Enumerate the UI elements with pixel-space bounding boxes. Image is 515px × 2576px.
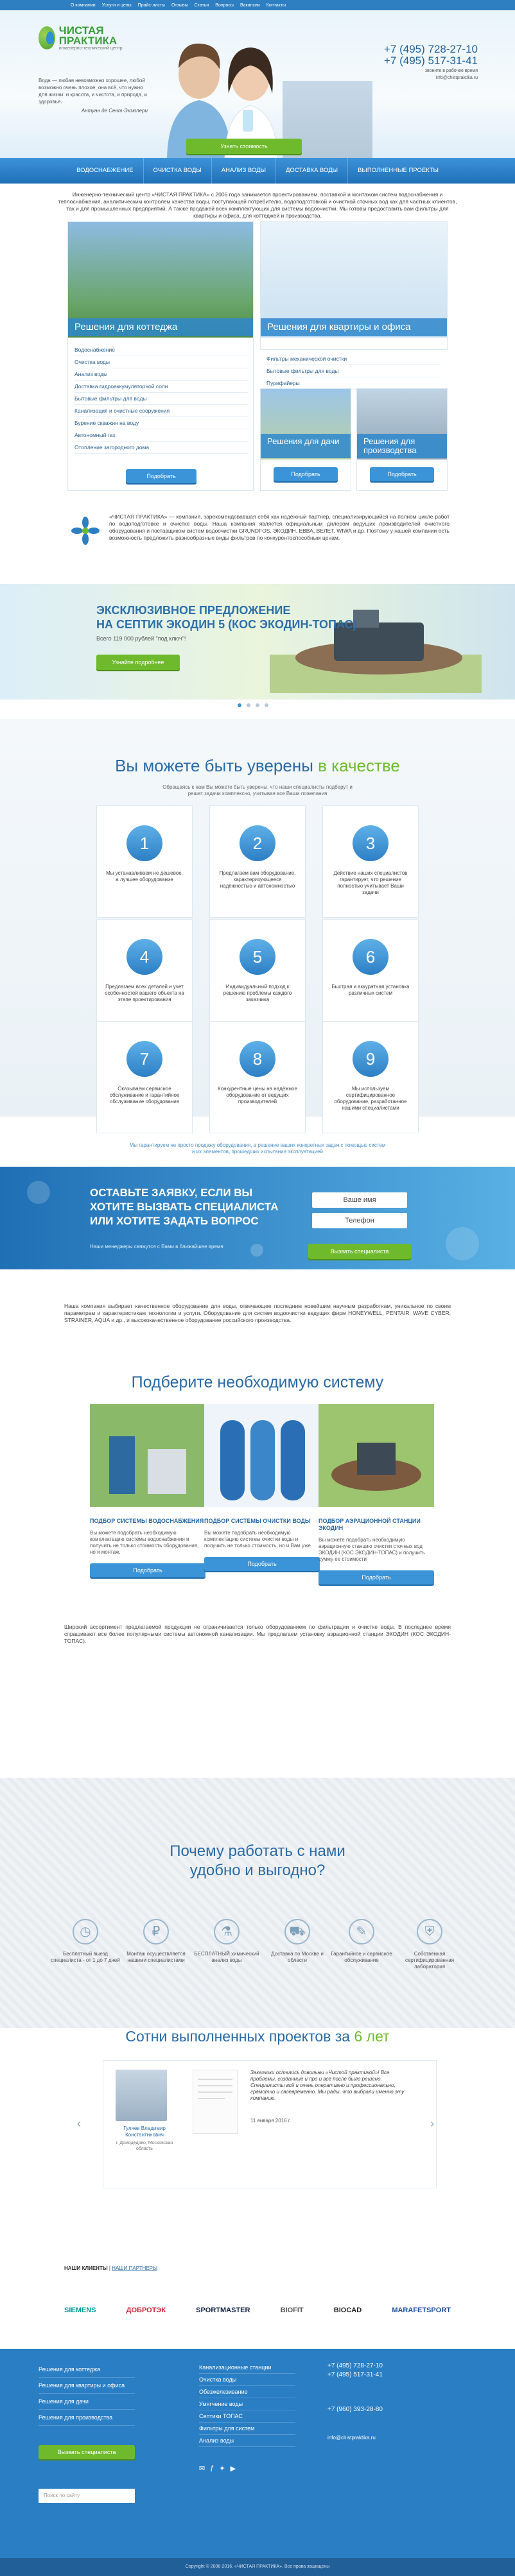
quality-title-accent: в качестве xyxy=(318,756,400,775)
wrench-icon: ✎ xyxy=(349,1919,374,1945)
request-title-line: ОСТАВЬТЕ ЗАЯВКУ, ЕСЛИ ВЫ xyxy=(90,1187,253,1199)
benefit-item xyxy=(262,1919,333,1964)
header-quote xyxy=(39,77,148,114)
phone-1[interactable]: +7 (495) 728-27-10 xyxy=(383,43,478,55)
footer-phone[interactable]: +7 (495) 517-31-41 xyxy=(327,2371,383,2378)
contact-phones xyxy=(384,44,478,81)
nav-item-water-treatment[interactable]: ОЧИСТКА ВОДЫ xyxy=(144,158,212,184)
cottage-select-button[interactable]: Подобрать xyxy=(126,469,196,483)
footer-link[interactable]: Решения для коттеджа xyxy=(39,2362,135,2378)
logo[interactable] xyxy=(39,22,135,54)
request-title-line: ИЛИ ХОТИТЕ ЗАДАТЬ ВОПРОС xyxy=(90,1215,259,1227)
system-select-button[interactable]: Подобрать xyxy=(204,1557,320,1571)
apartment-card xyxy=(260,221,448,350)
system-title[interactable]: ПОДБОР АЭРАЦИОННОЙ СТАНЦИИ ЭКОДИН xyxy=(319,1518,421,1531)
call-specialist-button[interactable]: Вызвать специалиста xyxy=(308,1244,411,1259)
footer-services xyxy=(199,2362,295,2447)
slider-dots xyxy=(238,703,268,707)
tile-text: Конкурентные цены на надёжное оборудование от ведущих производителей xyxy=(218,1086,297,1104)
benefit-item xyxy=(326,1919,397,1964)
quality-title xyxy=(0,756,515,776)
system-card xyxy=(204,1404,320,1571)
work-hours: звоните в рабочее время xyxy=(424,69,478,73)
reviewer-location: г. Домодедово, Московская область xyxy=(116,2141,173,2151)
benefit-item xyxy=(121,1919,191,1964)
request-note: Наши менеджеры свяжутся с Вами в ближайшее время xyxy=(90,1244,223,1249)
footer xyxy=(0,2349,515,2576)
system-title[interactable]: ПОДБОР СИСТЕМЫ ОЧИСТКИ ВОДЫ xyxy=(204,1518,311,1524)
avatar xyxy=(116,2070,167,2121)
flask-icon: ⚗ xyxy=(214,1919,240,1945)
list-item[interactable]: Автономный газ xyxy=(74,429,248,442)
list-item[interactable]: Пурифайеры xyxy=(266,377,440,390)
tile-text: Предлагаем вам оборудование, характеризующееся надёжностью и автономностью xyxy=(219,870,296,889)
prev-arrow-icon[interactable]: ‹ xyxy=(77,2117,81,2130)
name-input[interactable]: Ваше имя xyxy=(312,1192,407,1208)
footer-email[interactable]: info@chistpraktika.ru xyxy=(327,2435,376,2441)
projects-title xyxy=(0,2028,515,2045)
quality-tile xyxy=(209,1021,306,1133)
logo-subtitle: инженерно-технический центр xyxy=(58,46,123,51)
clock-icon: ◷ xyxy=(73,1919,98,1945)
footer-phone[interactable]: +7 (960) 393-28-80 xyxy=(327,2406,383,2413)
facebook-icon[interactable]: ƒ xyxy=(210,2464,214,2472)
nav-item-projects[interactable]: ВЫПОЛНЕННЫЕ ПРОЕКТЫ xyxy=(358,167,439,174)
reviewer-name: Гуляев Владимир Константинович xyxy=(123,2125,166,2138)
request-banner xyxy=(0,1167,515,1269)
number-badge: 5 xyxy=(240,939,275,975)
clients-tabs: НАШИ КЛИЕНТЫ | НАШИ ПАРТНЕРЫ xyxy=(64,2265,158,2271)
client-logos xyxy=(64,2297,451,2323)
list-item[interactable]: Отопление загородного дома xyxy=(74,442,248,454)
nav-item-water-analysis[interactable]: АНАЛИЗ ВОДЫ xyxy=(212,158,276,184)
quote-text: Вода — любая невозможно хорошее, любой возможно очень плохое, она всё, что нужно для жизни: и красота, и чистота, и природа, и здоровье. xyxy=(39,78,147,105)
nav-item-water-supply[interactable]: ВОДОСНАБЖЕНИЕ xyxy=(67,158,143,184)
slider-dot[interactable] xyxy=(265,703,268,707)
logo-title: ЧИСТАЯ ПРАКТИКА xyxy=(58,24,118,47)
system-select-button[interactable]: Подобрать xyxy=(90,1563,205,1577)
tile-text: Мы используем сертифицированное оборудование, разработанное нашими специалистами xyxy=(334,1086,407,1111)
cottage-list xyxy=(74,344,248,454)
benefit-text: Монтаж осуществляется нашими специалистами xyxy=(127,1951,186,1963)
benefits-title xyxy=(0,1842,515,1880)
flower-logo-icon xyxy=(71,516,100,545)
main-nav xyxy=(0,158,515,184)
top-link[interactable]: Прайс-листы xyxy=(137,3,165,8)
tab-clients[interactable]: НАШИ КЛИЕНТЫ xyxy=(64,2265,108,2271)
phone-2[interactable]: +7 (495) 517-31-41 xyxy=(383,55,478,67)
exclusive-banner xyxy=(0,584,515,700)
next-arrow-icon[interactable]: › xyxy=(430,2117,434,2130)
tile-text: Индивидуальный подход к решению проблемы каждого заказчика xyxy=(223,984,292,1002)
benefit-item xyxy=(50,1919,121,1964)
number-badge: 3 xyxy=(353,825,388,861)
top-link[interactable]: Статьи xyxy=(194,3,209,8)
number-badge: 2 xyxy=(240,825,275,861)
client-logo: BIOFIT xyxy=(280,2306,304,2314)
header xyxy=(0,10,515,158)
footer-link[interactable]: Умягчение воды xyxy=(199,2398,295,2410)
top-link[interactable]: О компании xyxy=(71,3,96,8)
exclusive-price: Всего 119 000 рублей "под ключ"! xyxy=(96,635,186,642)
about-text: «ЧИСТАЯ ПРАКТИКА» — компания, зарекомендовавшая себя как надёжный партнёр, специализирующийся на полном цикле работ по водоподготовке и очистке воды. Наша компания является официальным дилером ведущих производителей очистного оборудования и поставщиком систем водоочистки GRUNDFOS, ЭКОДИН, ЕВВА, ВЕЛЕТ, WIWA и др. Поэтому у нашей компании есть возможность предложить разнообразные виды фильтров по конкурентоспособным ценам. xyxy=(109,513,450,541)
apartment-card-title[interactable]: Решения для квартиры и офиса xyxy=(261,318,447,336)
footer-call-button[interactable]: Вызвать специалиста xyxy=(39,2445,135,2459)
logo-drop-icon xyxy=(39,26,55,49)
list-item[interactable]: Анализ воды xyxy=(74,368,248,381)
system-card xyxy=(90,1404,205,1577)
benefit-text: Гарантийное и сервисное обслуживание xyxy=(331,1951,392,1963)
footer-link[interactable]: Очистка воды xyxy=(199,2374,295,2386)
system-title[interactable]: ПОДБОР СИСТЕМЫ ВОДОСНАБЖЕНИЯ xyxy=(90,1518,204,1524)
client-logo: SIEMENS xyxy=(64,2306,96,2314)
quality-subtitle: Обращаясь к нам Вы можете быть уверены, что наши специалисты подберут и решат задачи комплексно, учитывая все Ваши пожелания xyxy=(162,784,353,796)
site-search-input[interactable]: Поиск по сайту xyxy=(39,2489,135,2503)
client-logo: MARAFETSPORT xyxy=(392,2306,451,2314)
quality-tile xyxy=(209,805,306,918)
list-item[interactable]: Доставка гидроаккумуляторной соли xyxy=(74,381,248,393)
benefit-item xyxy=(394,1919,465,1970)
slider-dot[interactable] xyxy=(247,703,250,707)
intro-text: Инженерно-технический центр «ЧИСТАЯ ПРАКТИКА» с 2006 года занимается проектированием, поставкой и монтажом систем водоснабжения и теплоснабжения, аналитическим контролем качества воды, поступающей потребителю, водоподготовкой и очисткой сточных вод как для частных клиентов, так и для промышленных предприятий. А также продажей всех комплектующих для системы водоочистки. Мы готовы предоставить вам фильтры для квартиры и офиса, для коттеджей и производства. xyxy=(58,191,457,219)
twitter-icon[interactable]: ✦ xyxy=(219,2465,225,2473)
benefits-title-line: удобно и выгодно? xyxy=(189,1862,326,1879)
production-select-button[interactable]: Подобрать xyxy=(370,467,434,481)
projects-title-main: Сотни выполненных проектов за xyxy=(125,2028,351,2045)
production-card xyxy=(356,388,448,491)
footer-link[interactable]: Решения для дачи xyxy=(39,2394,135,2410)
slider-dot[interactable] xyxy=(238,703,241,707)
number-badge: 7 xyxy=(127,1041,162,1077)
client-logo: BIOCAD xyxy=(333,2306,362,2314)
system-desc: Вы можете подобрать необходимую комплектацию системы водоснабжения и получить не только стоимость оборудования, но и монтаж. xyxy=(90,1530,199,1555)
review-date: 11 января 2016 г. xyxy=(250,2118,291,2124)
benefit-text: Бесплатный выезд специалиста - от 1 до 7 дней xyxy=(51,1951,120,1963)
exclusive-title-line-1: ЭКСКЛЮЗИВНОЕ ПРЕДЛОЖЕНИЕ xyxy=(96,604,291,617)
dacha-card xyxy=(260,388,351,491)
client-logo: ДОБРОТЭК xyxy=(126,2306,166,2314)
top-link[interactable]: Вопросы xyxy=(215,3,234,8)
cottage-card xyxy=(67,221,254,491)
phone-input[interactable]: Телефон xyxy=(312,1213,407,1228)
system-card xyxy=(319,1404,434,1584)
quality-tile xyxy=(96,805,193,918)
youtube-icon[interactable]: ▶ xyxy=(230,2465,236,2473)
quality-tile xyxy=(96,1021,193,1133)
company-text: Наша компания выбирает качественное оборудование для воды, отвечающее последним новейшим научным разработкам, уникальное по своим параметрам и характеристикам технологии и услуги. Оборудование для систем водоочистки ведущих фирм HONEYWELL, PENTAIR, WAVE CYBER, STRAINER, AQUA и др., и высококачественное оборудование российского производства. xyxy=(64,1303,451,1323)
quality-tile xyxy=(322,805,419,918)
list-item[interactable]: Бытовые фильтры для воды xyxy=(266,365,440,377)
pump-image xyxy=(90,1404,205,1507)
request-title xyxy=(90,1186,278,1228)
system-desc: Вы можете подобрать необходимую аэрационную станцию очистки сточных вод ЭКОДИН (КОС ЭКОДИН-ТОПАС) и получить сумму ее стоимости xyxy=(319,1537,425,1562)
septic-station-image xyxy=(319,1404,434,1507)
footer-solutions xyxy=(39,2362,135,2426)
systems-title: Подберите необходимую систему xyxy=(131,1373,384,1391)
benefit-text: БЕСПЛАТНЫЙ химический анализ воды xyxy=(194,1951,259,1963)
review-text: Заказчики остались довольны «Чистой практикой»! Все проблемы, созданные и про и всё после было решено. Специалисты всё и очень оперативно и профессионально, грамотно и своевременно. Мы рады, что выбрали именно эту компанию. xyxy=(250,2070,405,2101)
social-icons xyxy=(199,2464,236,2473)
top-link[interactable]: Услуги и цены xyxy=(101,3,132,8)
nav-item-water-delivery[interactable]: ДОСТАВКА ВОДЫ xyxy=(276,158,348,184)
assortment-text: Широкий ассортимент предлагаемой продукции не ограничивается только оборудованием по фильтрации и очистке воды. В последнее время спрашивают все более популярными системы автономной канализации. Мы предлагаем установку аэрационной станции ЭКОДИН (КОС ЭКОДИН-ТОПАС). xyxy=(64,1624,451,1644)
list-item[interactable]: Фильтры механической очистки xyxy=(266,353,440,365)
benefit-text: Доставка по Москве и области xyxy=(271,1951,324,1963)
quality-note: Мы гарантируем не просто продажу оборудования, а решение ваших конкретных задач с помощью систем и их элементов, прошедших испытания эксплуатацией xyxy=(129,1142,386,1155)
footer-link[interactable]: Фильтры для систем xyxy=(199,2423,295,2435)
quality-tile xyxy=(209,919,306,1031)
production-card-title[interactable]: Решения для производства xyxy=(357,434,447,458)
benefit-item xyxy=(191,1919,262,1964)
benefits-title-line: Почему работать с нами xyxy=(170,1842,345,1860)
filter-tanks-image xyxy=(204,1404,320,1507)
slider-dot[interactable] xyxy=(256,703,259,707)
cottage-card-title[interactable]: Решения для коттеджа xyxy=(68,318,253,336)
ruble-icon: ₽ xyxy=(143,1919,169,1945)
quote-author: Антуан де Сент-Экзюпери xyxy=(81,108,148,114)
exclusive-title-line-2: НА СЕПТИК ЭКОДИН 5 (КОС ЭКОДИН-ТОПАС) xyxy=(96,618,357,631)
quality-tile xyxy=(322,919,419,1031)
list-item[interactable]: Бурение скважин на воду xyxy=(74,417,248,429)
apartment-list xyxy=(266,353,440,390)
tile-text: Действие наших специалистов гарантирует, что решение полностью учитывает Ваши задачи xyxy=(333,870,408,895)
copyright: Copyright © 2006-2016. «ЧИСТАЯ ПРАКТИКА». Все права защищены xyxy=(0,2558,515,2576)
footer-phone[interactable]: +7 (495) 728-27-10 xyxy=(327,2362,383,2369)
review-letter-image[interactable] xyxy=(193,2070,238,2134)
footer-link[interactable]: Септики ТОПАС xyxy=(199,2410,295,2423)
header-email[interactable]: info@chistpraktika.ru xyxy=(435,76,478,80)
dacha-select-button[interactable]: Подобрать xyxy=(274,467,338,481)
footer-link[interactable]: Канализационные станции xyxy=(199,2362,295,2374)
footer-link[interactable]: Решения для производства xyxy=(39,2410,135,2426)
benefit-text: Собственная сертифицированная лаборатория xyxy=(405,1951,455,1970)
top-link[interactable]: Вакансии xyxy=(240,3,260,8)
truck-icon: ⛟ xyxy=(284,1919,310,1945)
solutions-grid xyxy=(67,221,448,491)
list-item[interactable]: Водоснабжение xyxy=(74,344,248,356)
vk-icon[interactable]: ✉ xyxy=(199,2465,205,2473)
tile-text: Мы устанавливаем не дешевое, а лучшее оборудование xyxy=(106,870,183,882)
tile-text: Быстрая и аккуратная установка различных систем xyxy=(331,984,410,996)
list-item[interactable]: Бытовые фильтры для воды xyxy=(74,393,248,405)
footer-link[interactable]: Решения для квартиры и офиса xyxy=(39,2378,135,2394)
number-badge: 4 xyxy=(127,939,162,975)
footer-link[interactable]: Анализ воды xyxy=(199,2435,295,2447)
request-title-line: ХОТИТЕ ВЫЗВАТЬ СПЕЦИАЛИСТА xyxy=(90,1201,279,1213)
quality-title-main: Вы можете быть уверены xyxy=(115,756,313,775)
dacha-card-title[interactable]: Решения для дачи xyxy=(261,434,351,458)
number-badge: 6 xyxy=(353,939,388,975)
get-price-button[interactable]: Узнать стоимость xyxy=(186,139,302,154)
benefits-section xyxy=(0,1778,515,2028)
system-desc: Вы можете подобрать необходимую комплектацию системы очистки воды и получить не только стоимость, но и Вам уже xyxy=(204,1530,311,1549)
tile-text: Предлагаем всех деталей и учет особенностей вашего объекта на этапе проектирования xyxy=(105,984,184,1002)
number-badge: 9 xyxy=(353,1041,388,1077)
footer-contacts xyxy=(327,2362,456,2443)
shield-icon: ⛨ xyxy=(417,1919,442,1945)
number-badge: 1 xyxy=(127,825,162,861)
footer-link[interactable]: Обезжелезивание xyxy=(199,2386,295,2398)
exclusive-title xyxy=(96,603,357,631)
tile-text: Оказываем сервисное обслуживание и гарантийное обслуживание оборудования xyxy=(109,1086,180,1104)
top-link[interactable]: Отзывы xyxy=(171,3,188,8)
tab-partners[interactable]: НАШИ ПАРТНЕРЫ xyxy=(112,2265,158,2271)
top-link[interactable]: Контакты xyxy=(266,3,286,8)
list-item[interactable]: Канализация и очистные сооружения xyxy=(74,405,248,417)
top-links-bar xyxy=(0,0,515,10)
client-logo: SPORTMASTER xyxy=(196,2306,250,2314)
quality-tile xyxy=(322,1021,419,1133)
exclusive-more-button[interactable]: Узнайте подробнее xyxy=(96,655,180,670)
projects-title-accent: 6 лет xyxy=(354,2028,390,2045)
quality-tile xyxy=(96,919,193,1031)
system-select-button[interactable]: Подобрать xyxy=(319,1570,434,1584)
list-item[interactable]: Очистка воды xyxy=(74,356,248,368)
number-badge: 8 xyxy=(240,1041,275,1077)
